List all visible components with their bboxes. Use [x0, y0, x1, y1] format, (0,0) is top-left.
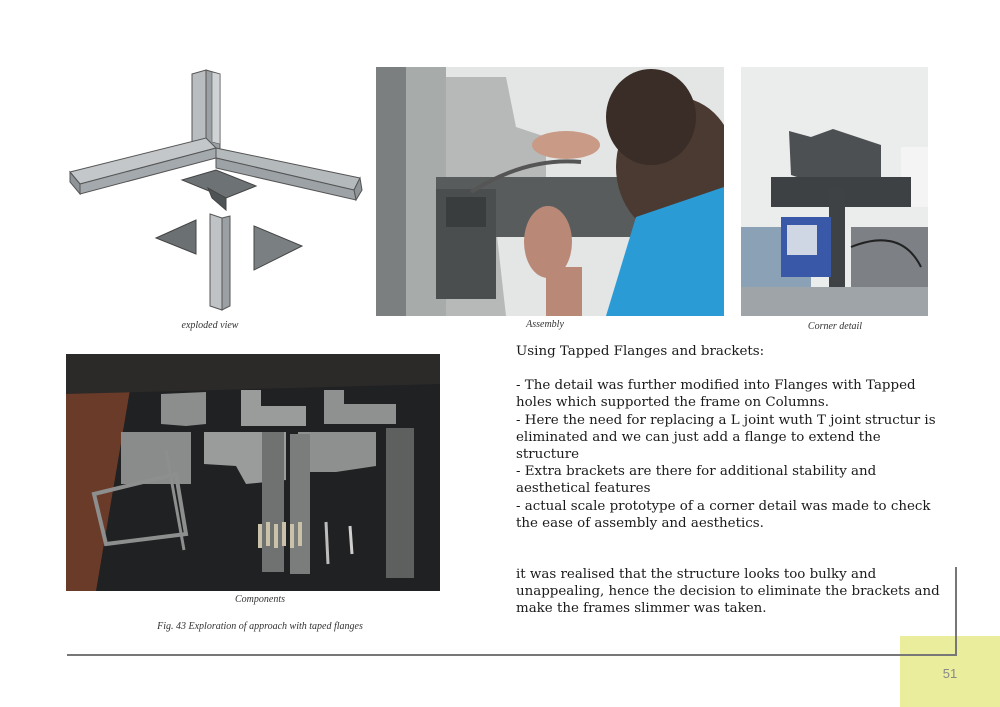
- footer-vertical-rule: [955, 567, 957, 656]
- bullet-1: - The detail was further modified into Flanges with Tapped holes which supported the frame on Columns.: [516, 378, 916, 411]
- body-text: [516, 343, 941, 618]
- caption-components: Components: [235, 594, 285, 605]
- assembly-photo: [376, 67, 724, 316]
- caption-exploded-view: exploded view: [181, 320, 239, 331]
- components-photo: [66, 354, 440, 591]
- caption-corner-detail: Corner detail: [807, 321, 863, 332]
- section-heading: Using Tapped Flanges and brackets:: [516, 344, 765, 359]
- corner-detail-photo: [741, 67, 928, 316]
- bullet-3: - Extra brackets are there for additional stability and aesthetical features: [516, 464, 877, 497]
- bullet-4: - actual scale prototype of a corner detail was made to check the ease of assembly and aesthetics.: [516, 498, 931, 531]
- exploded-view-diagram: [66, 66, 366, 316]
- bullet-2: - Here the need for replacing a L joint wuth T joint structur is eliminated and we can just add a flange to extend the structure: [516, 412, 936, 463]
- caption-assembly: Assembly: [526, 319, 564, 330]
- page-number: 51: [942, 666, 958, 681]
- footer-rule: [67, 654, 956, 656]
- figure-caption: Fig. 43 Exploration of approach with taped flanges: [157, 621, 363, 632]
- conclusion-paragraph: it was realised that the structure looks too bulky and unappealing, hence the decision to eliminate the brackets and make the frames slimmer was taken.: [516, 567, 940, 617]
